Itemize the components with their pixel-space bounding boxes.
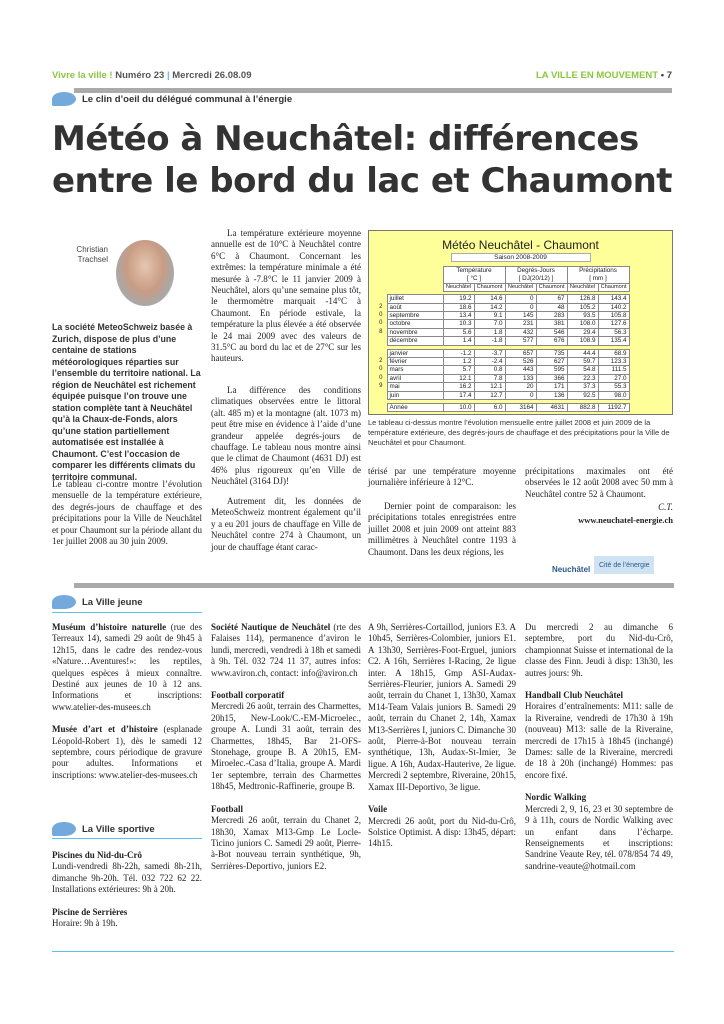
article-paragraph: précipitations maximales ont été observées le 12 août 2008 avec 50 mm à Neuchâtel contre 52 à Chaumont. [525,466,673,499]
table-cell: 27.0 [598,374,629,382]
table-subheader: Chaumont [536,283,567,291]
list-item-title: Voile [368,804,388,815]
table-cell: 882.8 [567,404,598,412]
table-cell: 18.6 [443,303,474,311]
table-cell: 231 [505,320,536,328]
table-cell: 4631 [536,404,567,412]
table-row [375,391,629,399]
table-unit: [ °C ] [443,275,505,283]
table-cell: 37.3 [567,383,598,391]
list-item-title: Piscines du Nid-du-Crô [52,850,143,860]
table-unit: [ mm ] [567,275,629,283]
table-cell: 1.4 [443,337,474,345]
section-heading-ville-jeune: La Ville jeune [52,595,143,609]
year-digit: 0 [375,374,387,382]
table-subheader: Chaumont [598,283,629,291]
table-cell: 14.2 [474,303,505,311]
table-cell: 48 [536,303,567,311]
table-cell: 735 [536,349,567,357]
table-cell: -1.8 [474,337,505,345]
page-number: • 7 [660,70,672,81]
table-row [375,349,629,357]
table-cell: 13.4 [443,312,474,320]
table-cell: 133 [505,374,536,382]
table-cell: 7.0 [474,320,505,328]
ville-jeune-list [52,622,202,781]
table-cell: -1.2 [443,349,474,357]
table-row [375,320,629,328]
table-row [375,312,629,320]
signature: C.T. [658,502,673,512]
year-digit: 2 [375,358,387,366]
table-cell: 595 [536,366,567,374]
date-label: Mercredi 26.08.09 [172,70,252,81]
table-caption: Le tableau ci-dessus montre l’évolution mensuelle entre juillet 2008 et juin 2009 de la température extérieure, des degrés-jours de chauffage et des précipitations pour la Ville de Neuchâtel et pour Chaumont. [368,418,670,447]
year-digit: 0 [375,312,387,320]
brand-label: Vivre la ville ! [52,70,113,81]
footer-rule [52,951,674,952]
table-cell: 0 [505,391,536,399]
table-month-cell: février [387,358,443,366]
table-month-cell: septembre [387,312,443,320]
article-paragraph: La température extérieure moyenne annuelle est de 10°C à Neuchâtel contre 6°C à Chaumont. Concernant les extrêmes: la température minimale a été mesurée à -7.8°C le 11 janvier 2009 à Neuchâtel, alors qu’une semaine plus tôt, le thermomètre marquait -14°C à Chaumont. En période estivale, la température la plus élevée a été observée le 24 mai 2009 avec des valeurs de 31.5°C au bord du lac et de 27°C sur les hauteurs. [211,228,361,364]
table-month-cell: octobre [387,320,443,328]
table-cell: 1.2 [443,358,474,366]
cite-energie-logo: Neuchâtel Cité de l’énergie [552,552,672,574]
table-cell: 140.2 [598,303,629,311]
table-cell: 12.7 [474,391,505,399]
section-divider [74,583,674,588]
table-cell: 56.3 [598,328,629,336]
year-digit: 2 [375,303,387,311]
table-group-header: Degrés-Jours [505,267,567,275]
article-paragraph: Dernier point de comparaison: les précipitations totales enregistrées entre juillet 2008 et juin 2009 ont atteint 883 millimètres à Neuchâtel contre 1193 à Chaumont. Dans les deux régions, les [368,501,516,557]
table-cell: 0 [505,295,536,303]
author-photo [116,240,174,306]
table-cell: 5.7 [443,366,474,374]
year-digit [375,295,387,303]
list-item: Musée d’art et d’histoire (esplanade Léopold-Robert 1), dès le samedi 12 septembre, cours périodique de gravure pour adultes. Informations et inscriptions: www.atelier-des-musees.ch [52,724,202,780]
page-header-left: Vivre la ville ! Numéro 23 | Mercredi 26.08.09 [52,70,252,81]
list-item: Mercredi 26 août, terrain du Chanet 2, 18h30, Xamax M13-Gmp Le Locle-Ticino juniors C. Samedi 29 août, Pierre-à-Bot nouveau terrain synthétique, 9h, Serrières-Deportivo, juniors E2. [211,815,361,871]
article-paragraph: térisé par une température moyenne journalière inférieure à 12°C. [368,466,516,488]
table-group-header: Précipitations [567,267,629,275]
table-cell: 14.6 [474,295,505,303]
table-cell: 10.0 [443,404,474,412]
table-cell: 44.4 [567,349,598,357]
table-row [375,295,629,303]
table-subheader: Neuchâtel [505,283,536,291]
table-title: Météo Neuchâtel - Chaumont [442,238,599,252]
table-cell: 135.4 [598,337,629,345]
year-digit [375,337,387,345]
list-item: Mercredi 2, 9, 16, 23 et 30 septembre de 9 à 11h, cours de Nordic Walking avec un enfant dans l’écharpe. Renseignements et inscriptions: Sandrine Veaute Rey, tél. 078/854 74 49, sandrine-veaute@hotmail.com [525,803,673,871]
table-cell: 105.2 [567,303,598,311]
table-month-cell: novembre [387,328,443,336]
issue-label: Numéro 23 [115,70,165,81]
table-cell: 546 [536,328,567,336]
table-cell: 22.3 [567,374,598,382]
list-item-title: Football [211,803,244,814]
table-cell: 98.0 [598,391,629,399]
table-cell: 577 [505,337,536,345]
year-digit: 0 [375,366,387,374]
table-cell: 111.5 [598,366,629,374]
table-cell: -3.7 [474,349,505,357]
table-cell: 526 [505,358,536,366]
table-row [375,383,629,391]
website-link[interactable]: www.neuchatel-energie.ch [578,515,673,525]
list-item-title: Piscine de Serrières [52,906,128,917]
table-cell: 54.8 [567,366,598,374]
table-row [375,337,629,345]
table-cell: 108.9 [567,337,598,345]
table-cell: 19.2 [443,295,474,303]
speech-bubble-icon [52,595,76,609]
table-cell: 143.4 [598,295,629,303]
table-row [375,328,629,336]
table-month-cell: mai [387,383,443,391]
table-month-cell: décembre [387,337,443,345]
article-paragraph: La différence des conditions climatiques observées entre le littoral (alt. 485 m) et la montagne (alt. 1073 m) peut être mise en évidence à l’aide d’une grandeur appelée degrés-jours de chauffage. Le tableau nous montre ainsi que le climat de Chaumont (4631 DJ) est 46% plus rigoureux qu’en Ville de Neuchâtel (3164 DJ)! [211,385,361,487]
table-month-cell: Année [387,404,443,412]
table-cell: 108.0 [567,320,598,328]
table-cell: 105.8 [598,312,629,320]
table-total-row [375,404,629,412]
table-cell: 1192.7 [598,404,629,412]
table-cell: 127.6 [598,320,629,328]
table-row [375,374,629,382]
table-cell: -2.4 [474,358,505,366]
list-item: Mercredi 26 août, terrain des Charmettes, 20h15, New-Look/C.-EM-Microelec., groupe A. Lundi 31 août, terrain des Charmettes, 18h45, Bar 21-OFS-Stonehage, groupe B. A 20h15, EM-Miroelec.-Casa d’Italia, groupe A. Mardi 1er septembre, terrain des Charmettes 18h45, Medtronic-Raffinerie, groupe B. [211,701,361,792]
table-group-header: Température [443,267,505,275]
table-cell: 283 [536,312,567,320]
table-cell: 68.9 [598,349,629,357]
list-item: Du mercredi 2 au dimanche 6 septembre, port du Nid-du-Crô, championnat Suisse et international de la classe des Finn. Jeudi à disp: 13h30, les autres jours: 9h. [525,622,673,678]
table-cell: 136 [536,391,567,399]
sport-list-col2 [211,622,361,872]
table-cell: 0 [505,303,536,311]
table-month-cell: mars [387,366,443,374]
list-item-title: Handball Club Neuchâtel [525,690,624,701]
table-cell: 366 [536,374,567,382]
table-cell: 9.1 [474,312,505,320]
list-item-title: Nordic Walking [525,792,587,803]
list-item-title: Football corporatif [211,690,285,701]
kicker: Le clin d’oeil du délégué communal à l’énergie [52,92,292,106]
table-cell: 17.4 [443,391,474,399]
table-cell: 145 [505,312,536,320]
list-item: Lundi-vendredi 8h-22h, samedi 8h-21h, dimanche 9h-20h. Tél. 032 722 62 22. Installations extérieures: 9h à 20h. [52,861,202,895]
table-month-cell: janvier [387,349,443,357]
table-unit-row [375,275,629,283]
sport-list-col1 [52,845,202,929]
table-cell: 59.7 [567,358,598,366]
table-cell: 657 [505,349,536,357]
table-cell: 443 [505,366,536,374]
table-subheader-row [375,283,629,291]
author-name: Christian Trachsel [76,245,108,264]
list-item: A 9h, Serrières-Cortaillod, juniors E3. A 10h45, Serrières-Colombier, juniors E1. A 13h30, Serrières-Foot-Erguel, juniors C2. A 16h, Serrières I-Racing, 2e ligue inter. A 18h15, Gmp ASI-Audax-Serrières-Fleurier, juniors A. Samedi 29 août, terrain du Chanet 1, 13h30, Xamax M14-Team Valais juniors B. Samedi 29 août, terrain du Chanet 2, 14h, Xamax M13-Serrières I, juniors C. Dimanche 30 août, Pierre-à-Bot nouveau terrain synthétique, 13h, Audax-St-Imier, 3e ligue. A 16h, Audax-Hauterive, 2e ligue. Mercredi 2 septembre, Riveraine, 20h15, Xamax III-Deportivo, 3e ligue. [368,622,516,792]
table-cell: 92.5 [567,391,598,399]
table-cell: 12.1 [443,374,474,382]
list-item: Société Nautique de Neuchâtel (rte des Falaises 114), permanence d’aviron le lundi, mercredi, vendredi à 18h et samedi à 9h. Tél. 032 724 11 37, autres infos: www.aviron.ch, contact: info@aviron.ch [211,622,361,678]
year-digit: 8 [375,328,387,336]
table-month-cell: avril [387,374,443,382]
table-cell: 67 [536,295,567,303]
year-digit [375,391,387,399]
article-paragraph: Le tableau ci-contre montre l’évolution mensuelle de la température extérieure, des degrés-jours de chauffage et des précipitations pour la Ville de Neuchâtel et pour Chaumont sur la période allant du 1er juillet 2008 au 30 juin 2009. [52,479,202,547]
table-cell: 171 [536,383,567,391]
speech-bubble-icon [52,822,76,836]
table-unit: [ DJ(20/12) ] [505,275,567,283]
table-cell: 381 [536,320,567,328]
table-cell: 126.8 [567,295,598,303]
sport-list-col4 [525,622,673,872]
table-cell: 10.3 [443,320,474,328]
table-cell: 20 [505,383,536,391]
article-paragraph: Autrement dit, les données de MeteoSchweiz montrent également qu’il y a eu 201 jours de chauffage en Ville de Neuchâtel contre 274 à Chaumont, un jour de chauffage étant carac- [211,496,361,552]
table-row [375,366,629,374]
sport-list-col3 [368,622,516,850]
section-heading-ville-sportive: La Ville sportive [52,822,155,836]
year-digit: 0 [375,320,387,328]
table-header-row [375,267,629,275]
table-cell: 7.8 [474,374,505,382]
table-cell: 432 [505,328,536,336]
table-month-cell: juin [387,391,443,399]
page-header-right [536,70,672,81]
table-season: Saison 2008-2009 [451,253,591,262]
list-item: Muséum d’histoire naturelle (rue des Terreaux 14), samedi 29 août de 9h45 à 12h15, dans le cadre des rendez-vous «Nature…Aventures!»: les reptiles, quelques espèces à mieux connaître. Destiné aux jeunes de 10 à 12 ans. Informations et inscriptions: www.atelier-des-musees.ch [52,622,202,712]
table-cell: 16.2 [443,383,474,391]
table-cell: 29.4 [567,328,598,336]
article-lead: La société MeteoSchweiz basée à Zurich, dispose de plus d’une centaine de stations météorologiques réparties sur l’ensemble du territoire national. La région de Neuchâtel est richement équipée puisque l’on trouve une station complète tant à Neuchâtel qu’à la Chaux-de-Fonds, alors qu’une station partiellement automatisée est installée à Chaumont. C’est l’occasion de comparer les différents climats du territoire communal. [52,322,201,482]
table-cell: 0.8 [474,366,505,374]
table-month-cell: juillet [387,295,443,303]
table-cell: 12.1 [474,383,505,391]
table-row [375,303,629,311]
table-cell: 1.8 [474,328,505,336]
table-month-cell: août [387,303,443,311]
table-cell: 627 [536,358,567,366]
section-label: LA VILLE EN MOUVEMENT [536,70,659,81]
table-cell: 123.3 [598,358,629,366]
year-digit [375,349,387,357]
table-row [375,358,629,366]
list-item: Mercredi 26 août, port du Nid-du-Crô, Solstice Optimist. A disp: 13h45, départ: 14h15. [368,815,516,849]
table-cell: 93.5 [567,312,598,320]
list-item: Horaires d’entraînements: M11: salle de la Riveraine, vendredi de 17h30 à 19h (nouveau) M13: salle de la Riveraine, mercredi de 17h15 à 18h45 (inchangé) Dames: salle de la Riveraine, mercredi de 18 à 20h (inchangé) Hommes: pas encore fixé. [525,701,673,780]
table-cell: 3164 [505,404,536,412]
table-cell: 55.3 [598,383,629,391]
list-item: Horaire: 9h à 19h. [52,918,118,929]
table-cell: 676 [536,337,567,345]
speech-bubble-icon [52,92,76,106]
table-cell: 5.6 [443,328,474,336]
table-subheader: Chaumont [474,283,505,291]
meteo-table [375,266,630,412]
year-digit: 9 [375,383,387,391]
article-title: Météo à Neuchâtel: différences entre le bord du lac et Chaumont [52,119,673,201]
table-subheader: Neuchâtel [567,283,598,291]
meteo-table-box [368,230,673,415]
table-subheader: Neuchâtel [443,283,474,291]
table-cell: 6.0 [474,404,505,412]
